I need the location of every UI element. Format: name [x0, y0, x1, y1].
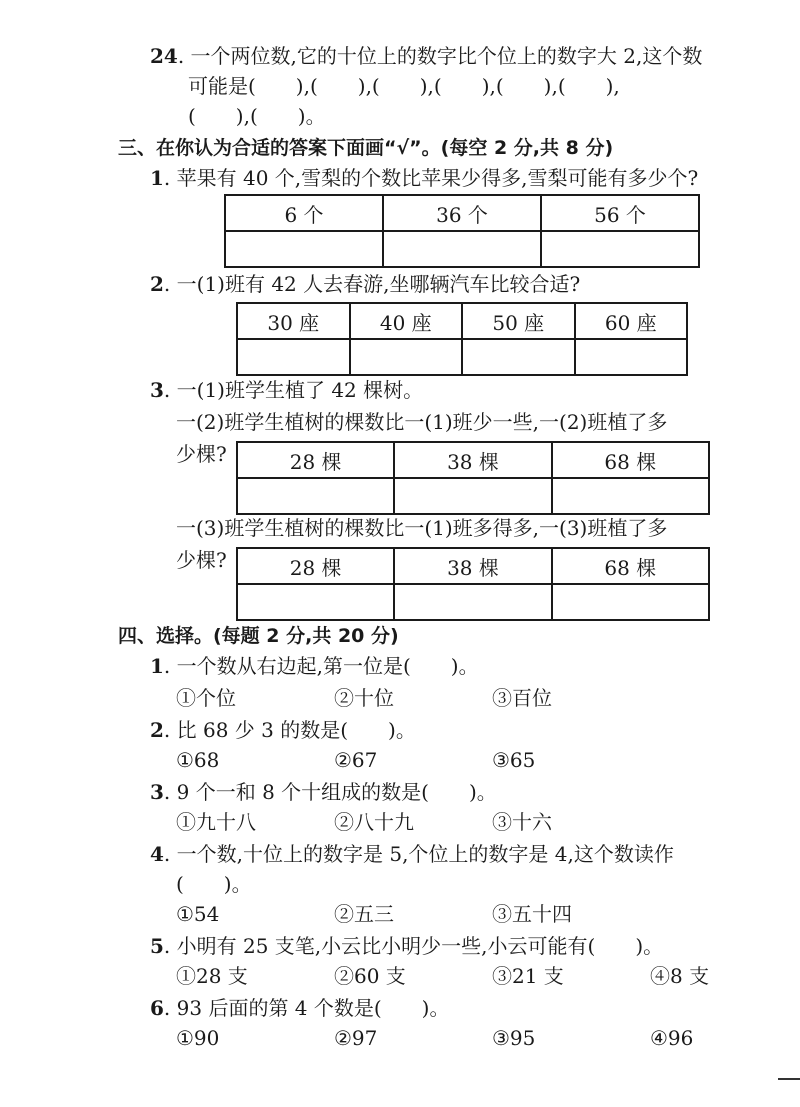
- s3-q2-number: 2: [150, 272, 164, 296]
- s4-q5: [150, 932, 663, 960]
- choice-option[interactable]: ②十位: [334, 686, 394, 710]
- choice-option[interactable]: ③65: [492, 748, 536, 772]
- s3-q2-answer-cell[interactable]: [237, 339, 350, 375]
- s3-q3-a-answer-cell[interactable]: [394, 478, 551, 514]
- s4-q1: [150, 652, 479, 680]
- q24-number: 24: [150, 44, 178, 68]
- s3-q3-b-option: 28 棵: [237, 548, 394, 584]
- s3-q3-b-answer-cell[interactable]: [394, 584, 551, 620]
- s3-q3-b-line1: 一(3)班学生植树的棵数比一(1)班多得多,一(3)班植了多: [176, 516, 668, 540]
- choice-option[interactable]: ②五三: [334, 902, 394, 926]
- s3-q2-option: 60 座: [575, 303, 688, 339]
- s3-q2-answer-cell[interactable]: [350, 339, 463, 375]
- s3-q2-answer-cell[interactable]: [575, 339, 688, 375]
- s4-q6-text: . 93 后面的第 4 个数是( )。: [163, 996, 450, 1020]
- s3-q1-answer-cell[interactable]: [541, 231, 699, 267]
- choice-option[interactable]: ①个位: [176, 686, 236, 710]
- s3-q3-b-option: 68 棵: [552, 548, 709, 584]
- s3-q3-a-answer-cell[interactable]: [237, 478, 394, 514]
- choice-option[interactable]: ②67: [334, 748, 378, 772]
- s4-q3-text: . 9 个一和 8 个十组成的数是( )。: [163, 780, 497, 804]
- page-edge-mark: [778, 1078, 800, 1080]
- s3-q3-a-option: 68 棵: [552, 442, 709, 478]
- section4-title: 四、选择。(每题 2 分,共 20 分): [118, 625, 399, 647]
- s3-q3-a-option: 38 棵: [394, 442, 551, 478]
- s3-q3-b-line2: 少棵?: [176, 548, 227, 572]
- choice-option[interactable]: ③五十四: [492, 902, 572, 926]
- choice-option[interactable]: ③百位: [492, 686, 552, 710]
- s3-q1-answer-table: [224, 194, 700, 268]
- choice-option[interactable]: ①90: [176, 1026, 220, 1050]
- choice-option[interactable]: ②60 支: [334, 964, 406, 988]
- choice-option[interactable]: ①28 支: [176, 964, 248, 988]
- s3-q3-a-option: 28 棵: [237, 442, 394, 478]
- s3-q3: [150, 376, 423, 404]
- s3-q2-option: 50 座: [462, 303, 575, 339]
- q24-line2: 可能是( ),( ),( ),( ),( ),( ),: [188, 74, 620, 98]
- s3-q2-answer-cell[interactable]: [462, 339, 575, 375]
- q24-text: . 一个两位数,它的十位上的数字比个位上的数字大 2,这个数: [177, 44, 703, 68]
- s4-q5-text: . 小明有 25 支笔,小云比小明少一些,小云可能有( )。: [163, 934, 664, 958]
- s3-q2-text: . 一(1)班有 42 人去春游,坐哪辆汽车比较合适?: [163, 272, 581, 296]
- s4-q5-number: 5: [150, 934, 164, 958]
- choice-option[interactable]: ①68: [176, 748, 220, 772]
- q24-line3: ( ),( )。: [188, 104, 326, 128]
- s3-q3-text: . 一(1)班学生植了 42 棵树。: [163, 378, 424, 402]
- s3-q1-option: 6 个: [225, 195, 383, 231]
- s4-q4-text: . 一个数,十位上的数字是 5,个位上的数字是 4,这个数读作: [163, 842, 674, 866]
- s3-q1: [150, 164, 698, 192]
- choice-option[interactable]: ②八十九: [334, 810, 414, 834]
- s3-q2-option: 30 座: [237, 303, 350, 339]
- s4-q2-text: . 比 68 少 3 的数是( )。: [163, 718, 416, 742]
- s3-q1-number: 1: [150, 166, 164, 190]
- s4-q6-number: 6: [150, 996, 164, 1020]
- s3-q3-b-option: 38 棵: [394, 548, 551, 584]
- s3-q3-number: 3: [150, 378, 164, 402]
- s3-q3-a-answer-table: [236, 441, 710, 515]
- s3-q3-a-line1: 一(2)班学生植树的棵数比一(1)班少一些,一(2)班植了多: [176, 410, 668, 434]
- choice-option[interactable]: ③十六: [492, 810, 552, 834]
- s3-q3-b-answer-cell[interactable]: [237, 584, 394, 620]
- s4-q3: [150, 778, 497, 806]
- choice-option[interactable]: ②97: [334, 1026, 378, 1050]
- s3-q1-text: . 苹果有 40 个,雪梨的个数比苹果少得多,雪梨可能有多少个?: [163, 166, 699, 190]
- section3-title: 三、在你认为合适的答案下面画“√”。(每空 2 分,共 8 分): [118, 137, 614, 159]
- choice-option[interactable]: ④8 支: [650, 964, 710, 988]
- s3-q2: [150, 270, 580, 298]
- choice-option[interactable]: ④96: [650, 1026, 694, 1050]
- s3-q1-answer-cell[interactable]: [225, 231, 383, 267]
- s3-q1-option: 36 个: [383, 195, 541, 231]
- q24-line1: [150, 42, 702, 70]
- s4-q4-text2: ( )。: [176, 872, 252, 896]
- s4-q3-number: 3: [150, 780, 164, 804]
- choice-option[interactable]: ③95: [492, 1026, 536, 1050]
- s3-q2-answer-table: [236, 302, 688, 376]
- s4-q1-number: 1: [150, 654, 164, 678]
- s4-q1-text: . 一个数从右边起,第一位是( )。: [163, 654, 479, 678]
- s4-q4: [150, 840, 674, 868]
- s4-q2-number: 2: [150, 718, 164, 742]
- s3-q3-a-answer-cell[interactable]: [552, 478, 709, 514]
- s4-q2: [150, 716, 416, 744]
- s3-q1-option: 56 个: [541, 195, 699, 231]
- choice-option[interactable]: ③21 支: [492, 964, 564, 988]
- s3-q1-answer-cell[interactable]: [383, 231, 541, 267]
- s3-q3-b-answer-table: [236, 547, 710, 621]
- s4-q6: [150, 994, 450, 1022]
- choice-option[interactable]: ①九十八: [176, 810, 256, 834]
- s3-q2-option: 40 座: [350, 303, 463, 339]
- choice-option[interactable]: ①54: [176, 902, 220, 926]
- s3-q3-b-answer-cell[interactable]: [552, 584, 709, 620]
- s3-q3-a-line2: 少棵?: [176, 442, 227, 466]
- s4-q4-number: 4: [150, 842, 164, 866]
